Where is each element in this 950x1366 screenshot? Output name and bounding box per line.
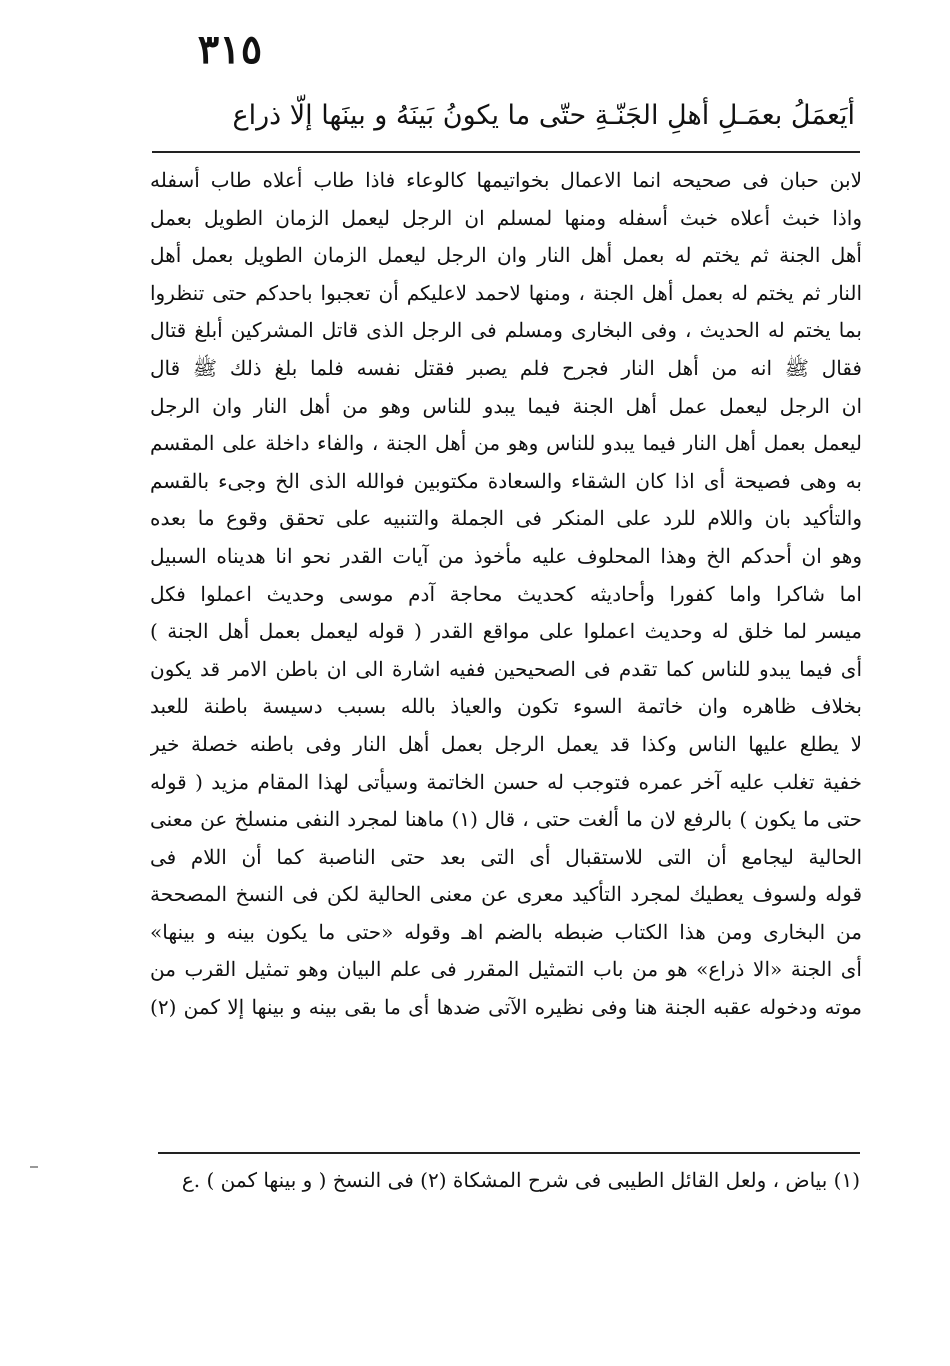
body-line: خفية تغلب عليه آخر عمره فتوجب له حسن الخاتمة وسيأتى لهذا المقام مزيد ( قوله xyxy=(150,769,862,794)
body-line: أى فيما يبدو للناس كما تقدم فى الصحيحين ففيه اشارة الى ان باطن الامر قد يكون xyxy=(150,656,862,681)
body-line: قوله ولسوف يعطيك لمجرد التأكيد معرى عن معنى الحالية لكن فى النسخ المصححة xyxy=(150,882,862,907)
body-line: حتى ما يكون ) بالرفع لان ما ألغت حتى ، قال (١) ماهنا لمجرد النفى منسلخ عن معنى xyxy=(150,807,862,832)
body-line: فقال ﷺ انه من أهل النار فجرح فلم يصبر فقتل نفسه فلما بلغ ذلك ﷺ قال xyxy=(150,355,862,380)
footnote-divider xyxy=(158,1152,860,1154)
body-line: بخلاف ظاهره وان خاتمة السوء تكون والعياذ بالله بسبب دسيسة باطنة للعبد xyxy=(150,694,862,719)
body-line: اما شاكرا واما كفورا وأحاديثه كحديث محاجة آدم موسى وحديث اعملوا فكل xyxy=(150,581,862,606)
body-line: لا يطلع عليها الناس وكذا قد يعمل الرجل بعمل أهل النار وفى باطنه خصلة خير xyxy=(150,731,862,756)
body-line: أى الجنة «الا ذراع» هو من باب التمثيل المقرر فى علم البيان وهو تمثيل القرب من xyxy=(150,957,862,982)
body-line: بما يختم له الحديث ، وفى البخارى ومسلم فى الرجل الذى قاتل المشركين أبلغ قتال xyxy=(150,318,862,343)
body-line: ان الرجل ليعمل عمل أهل الجنة فيما يبدو للناس وهو من أهل النار وان الرجل xyxy=(150,393,862,418)
footnote: (١) بياض ، ولعل القائل الطيبى فى شرح المشكاة (٢) فى النسخ ( و بينها كمن ) .ع xyxy=(181,1168,860,1192)
body-line: أهل الجنة ثم يختم له بعمل أهل النار وان الرجل ليعمل الزمان الطويل بعمل أهل xyxy=(150,243,862,268)
body-line: لابن حبان فى صحيحه انما الاعمال بخواتيمها كالوعاء فاذا طاب أعلاه طاب أسفله xyxy=(150,168,862,192)
body-line: ميسر لما خلق له وحديث اعملوا على مواقع القدر ( قوله ليعمل بعمل أهل الجنة ) xyxy=(150,619,862,644)
body-line: الحالية ليجامع أن التى للاستقبال أى التى بعد حتى الناصبة كما أن اللام فى xyxy=(150,844,862,869)
page-number: ٣١٥ xyxy=(197,26,263,73)
commentary-body xyxy=(150,162,862,1027)
hadith-matn-header: أيَعمَلُ بعمَـلِ أهلِ الجَنّـةِ حتّى ما يكونُ بَينَهُ و بينَها إلّا ذراع xyxy=(232,100,855,131)
header-divider xyxy=(152,151,860,153)
body-line: والتأكيد بان واللام للرد على المنكر فى الجملة والتنبيه على تحقق وقوع ما بعده xyxy=(150,506,862,531)
scan-speck xyxy=(30,1166,38,1168)
body-line: ليعمل بعمل أهل النار فيما يبدو للناس وهو من أهل الجنة ، والفاء داخلة على المقسم xyxy=(150,431,862,456)
body-line: به وهى فصيحة أى اذا كان الشقاء والسعادة مكتوبين فوالله الذى الخ وجىء بالقسم xyxy=(150,468,862,493)
body-line: واذا خبث أعلاه خبث أسفله ومنها لمسلم ان الرجل ليعمل الزمان الطويل بعمل xyxy=(150,205,862,230)
body-line: وهو ان أحدكم الخ وهذا المحلوف عليه مأخوذ من آيات القدر نحو انا هديناه السبيل xyxy=(150,543,862,568)
body-line: موته ودخوله عقبه الجنة هنا وفى نظيره الآتى ضدها أى ما بقى بينه و بينها إلا كمن (٢) xyxy=(150,995,862,1020)
body-line: النار ثم يختم له بعمل أهل الجنة ، ومنها لاحمد لاعليكم أن تعجبوا باحدكم حتى تنظروا xyxy=(150,280,862,305)
body-line: من البخارى ومن هذا الكتاب ضبطه بالضم اهـ وقوله «حتى ما يكون بينه و بينها» xyxy=(150,919,862,944)
